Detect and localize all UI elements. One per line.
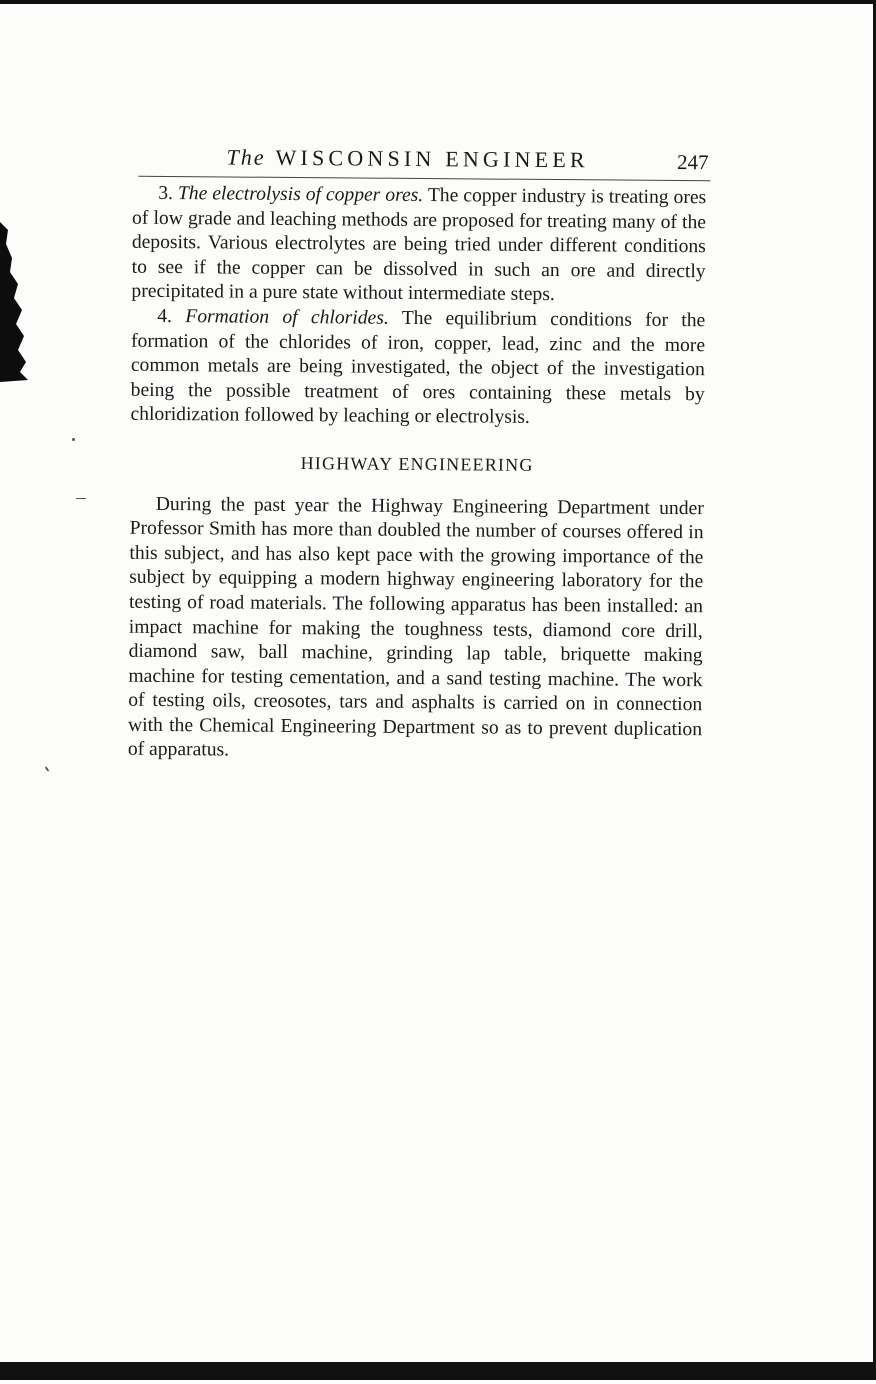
section-paragraph: During the past year the Highway Engineering Department under Professor Smith has more than doubled the number of courses offered in this subject, and has also kept pace with the growing importance of the subject by equipping a modern highway engineering laboratory for the testing of road materials. The following apparatus has been installed: an impact machine for making the toughness tests, diamond core drill, diamond saw, ball machine, grinding lap table, briquette making machine for testing cementation, and a sand testing machine. The work of testing oils, creosotes, tars and asphalts is carried on in connection with the Chemical Engineering Department so as to prevent duplication of apparatus. [127, 493, 704, 761]
item-number: 4. [157, 305, 173, 328]
item-3-paragraph [131, 182, 706, 309]
item-title: The electrolysis of copper ores. [177, 183, 424, 207]
running-head-title [226, 144, 589, 173]
journal-name: WISCONSIN ENGINEER [275, 144, 589, 173]
page-number: 247 [676, 150, 709, 175]
running-head [138, 144, 710, 178]
section-heading: HIGHWAY ENGINEERING [300, 452, 534, 475]
article-body [128, 182, 707, 768]
item-title: Formation of chlorides. [185, 306, 389, 329]
running-head-the: The [226, 144, 266, 170]
item-4-paragraph [130, 305, 705, 432]
item-body: The equilibrium conditions for the formation of the chlorides of iron, copper, lead, zinc and the more common metals are being investigated, the object of the investigation being the possible treatment of ores containing these metals by chloridization followed by leaching or electrolysis. [130, 307, 706, 429]
item-number: 3. [158, 182, 174, 205]
item-body: The copper industry is treating ores of low grade and leaching methods are proposed for treating many of the deposits. Various electrolytes are being tried under different conditions to see if the copper can be dissolved in such an ore and directly precipitated in a pure state without intermediate steps. [131, 185, 707, 306]
